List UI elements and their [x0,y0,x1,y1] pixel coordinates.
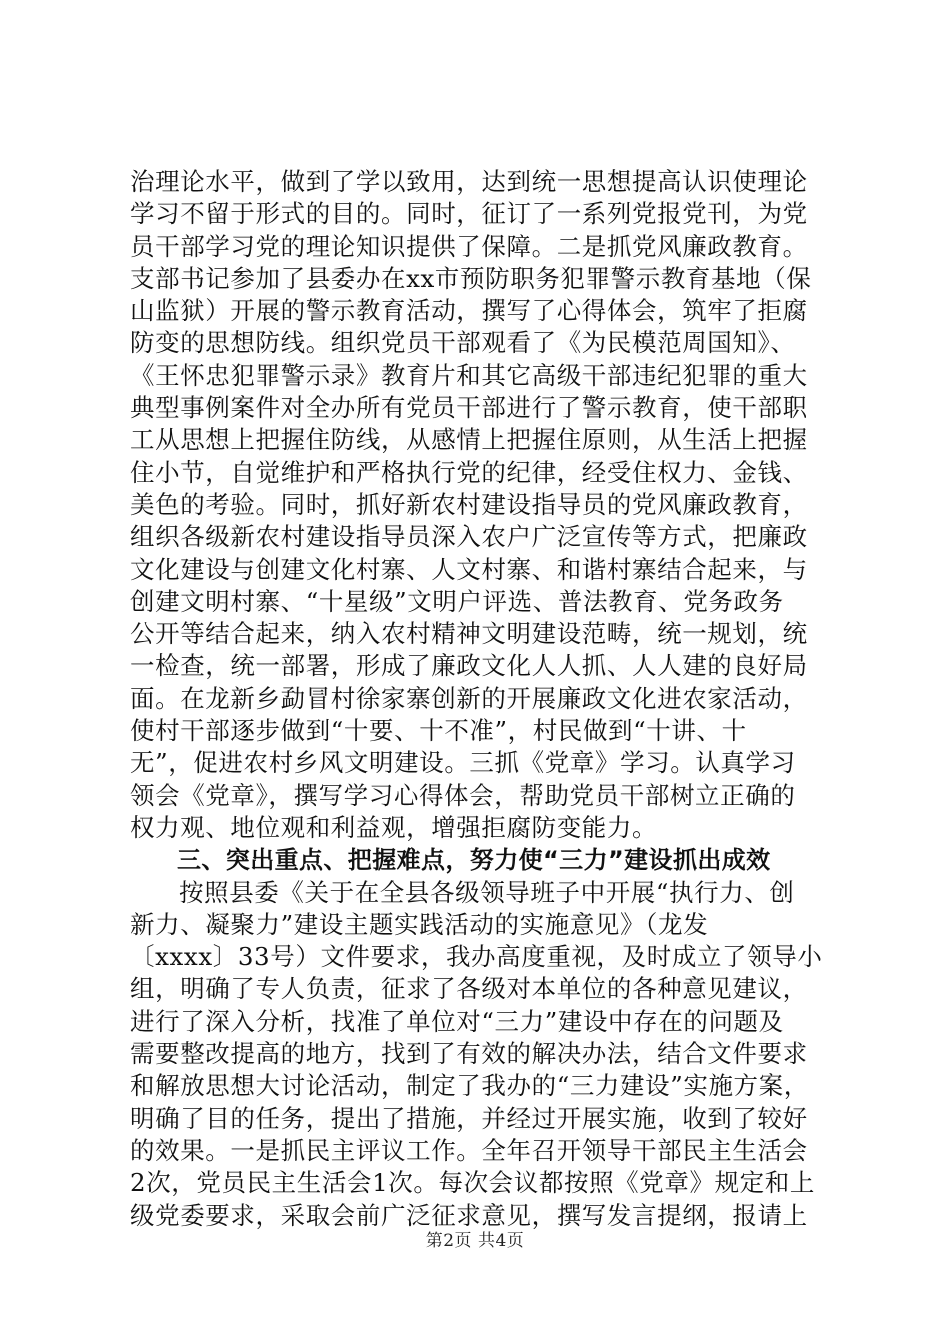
paragraph-first-line: 按照县委《关于在全县各级领导班子中开展“执行力、创 [179,877,795,907]
text-line: 创建文明村寨、“十星级”文明户评选、普法教育、党务政务 [130,586,784,616]
text-line: 一检查，统一部署，形成了廉政文化人人抓、人人建的良好局 [130,651,808,681]
text-line: 住小节，自觉维护和严格执行党的纪律，经受住权力、金钱、 [130,457,808,487]
text-line: 美色的考验。同时，抓好新农村建设指导员的党风廉政教育， [130,489,808,519]
text-line: 的效果。一是抓民主评议工作。全年召开领导干部民主生活会 [130,1135,808,1165]
text-line: 面。在龙新乡勐冒村徐家寨创新的开展廉政文化进农家活动， [130,683,808,713]
text-line: 组织各级新农村建设指导员深入农户广泛宣传等方式，把廉政 [130,522,808,552]
text-line: 和解放思想大讨论活动，制定了我办的“三力建设”实施方案， [130,1071,809,1101]
text-line: 防变的思想防线。组织党员干部观看了《为民模范周国知》、 [130,328,796,358]
text-line: 工从思想上把握住防线，从感情上把握住原则，从生活上把握 [130,425,808,455]
text-line: 无”，促进农村乡风文明建设。三抓《党章》学习。认真学习 [130,748,796,778]
body-text [130,166,830,1232]
text-line: 级党委要求，采取会前广泛征求意见，撰写发言提纲，报请上 [130,1200,808,1230]
section-heading: 三、突出重点、把握难点，努力使“三力”建设抓出成效 [177,846,771,875]
text-line: 进行了深入分析，找准了单位对“三力”建设中存在的问题及 [130,1006,784,1036]
text-line: 公开等结合起来，纳入农村精神文明建设范畴，统一规划，统 [130,619,808,649]
text-line: 山监狱）开展的警示教育活动，撰写了心得体会，筑牢了拒腐 [130,296,808,326]
text-line: 使村干部逐步做到“十要、十不准”，村民做到“十讲、十 [130,716,747,746]
text-line: 学习不留于形式的目的。同时，征订了一系列党报党刊，为党 [130,199,808,229]
text-line: 典型事例案件对全办所有党员干部进行了警示教育，使干部职 [130,393,808,423]
text-line: 〔xxxx〕33号）文件要求，我办高度重视，及时成立了领导小 [130,942,823,972]
text-line: 权力观、地位观和利益观，增强拒腐防变能力。 [130,812,658,842]
text-line: 治理论水平，做到了学以致用，达到统一思想提高认识使理论 [130,167,808,196]
text-line: 需要整改提高的地方，找到了有效的解决办法，结合文件要求 [130,1039,808,1069]
text-line: 《王怀忠犯罪警示录》教育片和其它高级干部违纪犯罪的重大 [130,360,808,390]
text-line: 2次，党员民主生活会1次。每次会议都按照《党章》规定和上 [130,1168,815,1198]
text-line: 组，明确了专人负责，征求了各级对本单位的各种意见建议， [130,974,808,1004]
text-line: 支部书记参加了县委办在xx市预防职务犯罪警示教育基地（保 [130,263,812,293]
text-line: 新力、凝聚力”建设主题实践活动的实施意见》（龙发 [130,909,709,939]
text-line: 文化建设与创建文化村寨、人文村寨、和谐村寨结合起来，与 [130,554,808,584]
page-footer: 第2页 共4页 [425,1231,525,1251]
text-line: 领会《党章》，撰写学习心得体会，帮助党员干部树立正确的 [130,780,796,810]
text-line: 员干部学习党的理论知识提供了保障。二是抓党风廉政教育。 [130,231,808,261]
text-line: 明确了目的任务，提出了措施，并经过开展实施，收到了较好 [130,1103,808,1133]
